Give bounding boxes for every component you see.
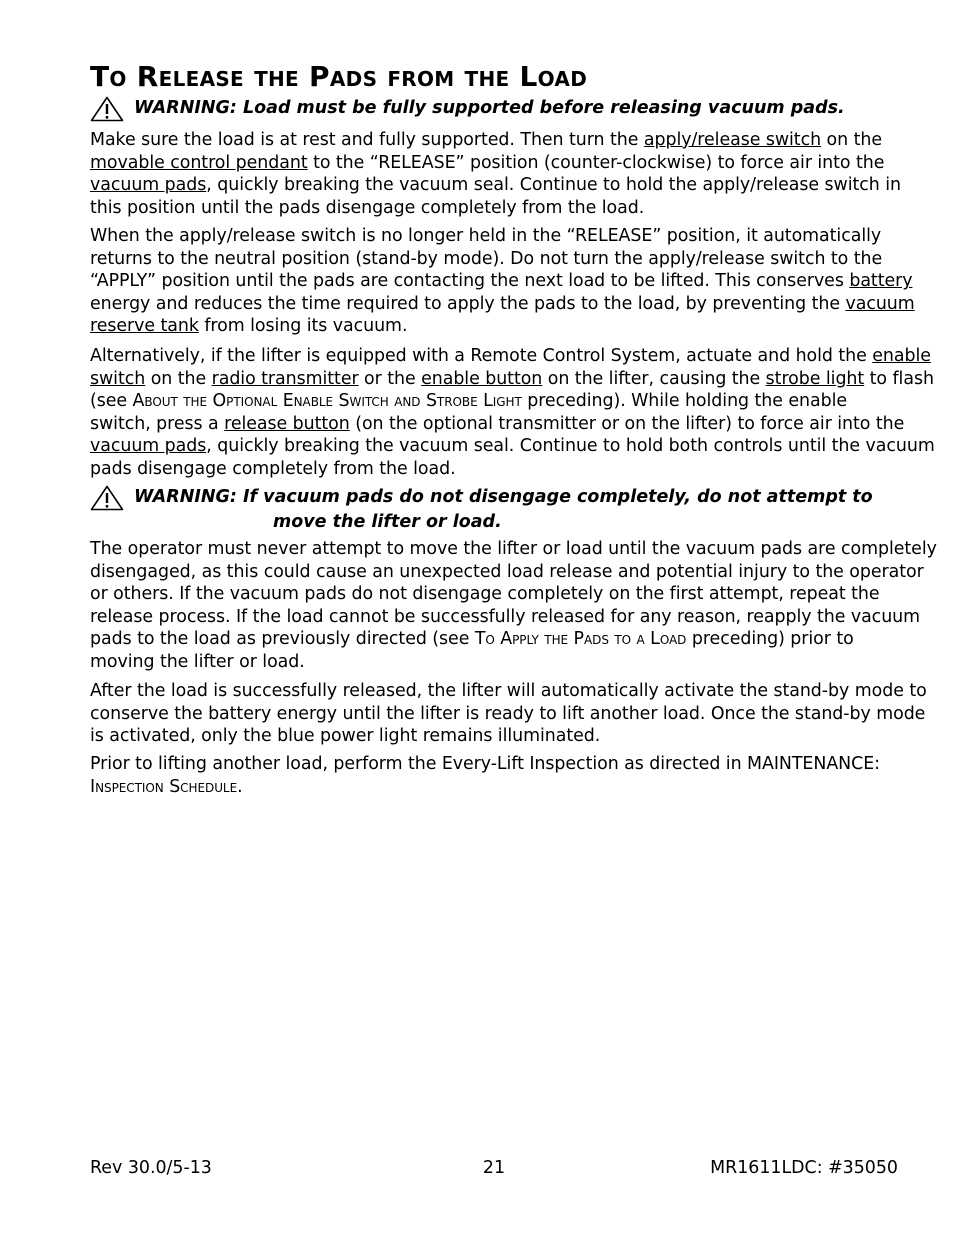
warning-2-text: WARNING: If vacuum pads do not disengage completely, do not attempt to: [134, 487, 873, 507]
p5-text: conserve the battery energy until the lifter is ready to lift another load. Once the stand-by mode: [90, 703, 926, 724]
p1-text: this position until the pads disengage completely from the load.: [90, 197, 645, 218]
p4-text: preceding) prior to: [686, 629, 854, 650]
p3-text: , quickly breaking the vacuum seal. Continue to hold both controls until the vacuum: [206, 436, 935, 457]
p4-text: pads to the load as previously directed (see: [90, 629, 475, 650]
warning-1: [90, 97, 845, 122]
paragraph-1: [90, 129, 901, 219]
p1-text: on the: [821, 130, 882, 150]
cross-reference: To Apply the Pads to a Load: [474, 629, 687, 650]
p3-text: switch, press a: [90, 413, 225, 434]
paragraph-5: [90, 680, 927, 748]
p2-text: returns to the neutral position (stand-by mode). Do not turn the apply/release switch to the: [90, 248, 883, 269]
p2-text: from losing its vacuum.: [198, 316, 408, 337]
p1-text: Make sure the load is at rest and fully supported. Then turn the: [90, 130, 644, 150]
p2-text: energy and reduces the time required to apply the pads to the load, by preventing the: [90, 293, 846, 314]
apply-release-switch-term: apply/release switch: [643, 130, 822, 150]
vacuum-pads-term: vacuum pads: [90, 175, 207, 196]
p2-text: “APPLY” position until the pads are contacting the next load to be lifted. This conserves: [90, 271, 850, 292]
p3-text: to flash: [864, 368, 934, 389]
p3-text: or the: [358, 368, 422, 389]
p4-text: moving the lifter or load.: [90, 651, 305, 672]
p4-text: or others. If the vacuum pads do not disengage completely on the first attempt, repeat the: [90, 584, 880, 605]
p5-text: is activated, only the blue power light remains illuminated.: [90, 726, 601, 747]
p2-text: When the apply/release switch is no longer held in the “RELEASE” position, it automatically: [90, 226, 882, 246]
vacuum-reserve-tank-term: reserve tank: [90, 316, 199, 337]
p6-text: .: [237, 776, 243, 797]
vacuum-pads-term: vacuum pads: [90, 436, 207, 457]
p1-text: , quickly breaking the vacuum seal. Continue to hold the apply/release switch in: [206, 175, 901, 196]
p4-text: The operator must never attempt to move the lifter or load until the vacuum pads are completely: [90, 539, 937, 559]
paragraph-4: [90, 538, 937, 674]
warning-triangle-icon: [90, 96, 124, 122]
warning-1-text: WARNING: Load must be fully supported before releasing vacuum pads.: [134, 98, 845, 118]
p3-text: on the lifter, causing the: [542, 368, 766, 389]
enable-switch-term: switch: [90, 368, 146, 389]
radio-transmitter-term: radio transmitter: [211, 368, 359, 389]
p3-text: pads disengage completely from the load.: [90, 458, 456, 479]
warning-2-text-cont: move the lifter or load.: [273, 512, 502, 532]
p3-text: preceding). While holding the enable: [521, 391, 848, 412]
paragraph-6: [90, 753, 898, 798]
movable-control-pendant-term: movable control pendant: [90, 152, 308, 173]
vacuum-reserve-tank-term: vacuum: [845, 293, 915, 314]
p3-text: on the: [145, 368, 212, 389]
p3-text: Alternatively, if the lifter is equipped with a Remote Control System, actuate and hold the: [90, 346, 873, 366]
warning-triangle-icon: [90, 485, 124, 511]
battery-term: battery: [849, 271, 913, 292]
section-title: To Release the Pads from the Load: [90, 60, 588, 93]
p6-text: Prior to lifting another load, perform the Every-Lift Inspection as directed in MAINTENANCE:: [90, 754, 880, 774]
strobe-light-term: strobe light: [765, 368, 865, 389]
p3-text: (on the optional transmitter or on the lifter) to force air into the: [349, 413, 905, 434]
release-button-term: release button: [224, 413, 350, 434]
p4-text: disengaged, as this could cause an unexpected load release and potential injury to the operator: [90, 561, 924, 582]
p3-text: (see: [90, 391, 133, 412]
paragraph-2: [90, 225, 915, 338]
p1-text: to the “RELEASE” position (counter-clockwise) to force air into the: [307, 152, 885, 173]
p4-text: release process. If the load cannot be successfully released for any reason, reapply the vacuum: [90, 606, 921, 627]
footer-page-number: 21: [482, 1158, 506, 1178]
page-footer: [90, 1158, 898, 1178]
footer-revision: Rev 30.0/5-13: [90, 1158, 212, 1178]
warning-2: [90, 486, 873, 534]
footer-document-id: MR1611LDC: #35050: [710, 1158, 898, 1178]
cross-reference: Inspection Schedule: [90, 776, 238, 797]
p5-text: After the load is successfully released, the lifter will automatically activate the stand-by mode to: [90, 681, 927, 701]
enable-switch-term: enable: [872, 346, 931, 366]
enable-button-term: enable button: [421, 368, 543, 389]
paragraph-3: [90, 345, 935, 481]
cross-reference: About the Optional Enable Switch and Strobe Light: [132, 391, 522, 412]
